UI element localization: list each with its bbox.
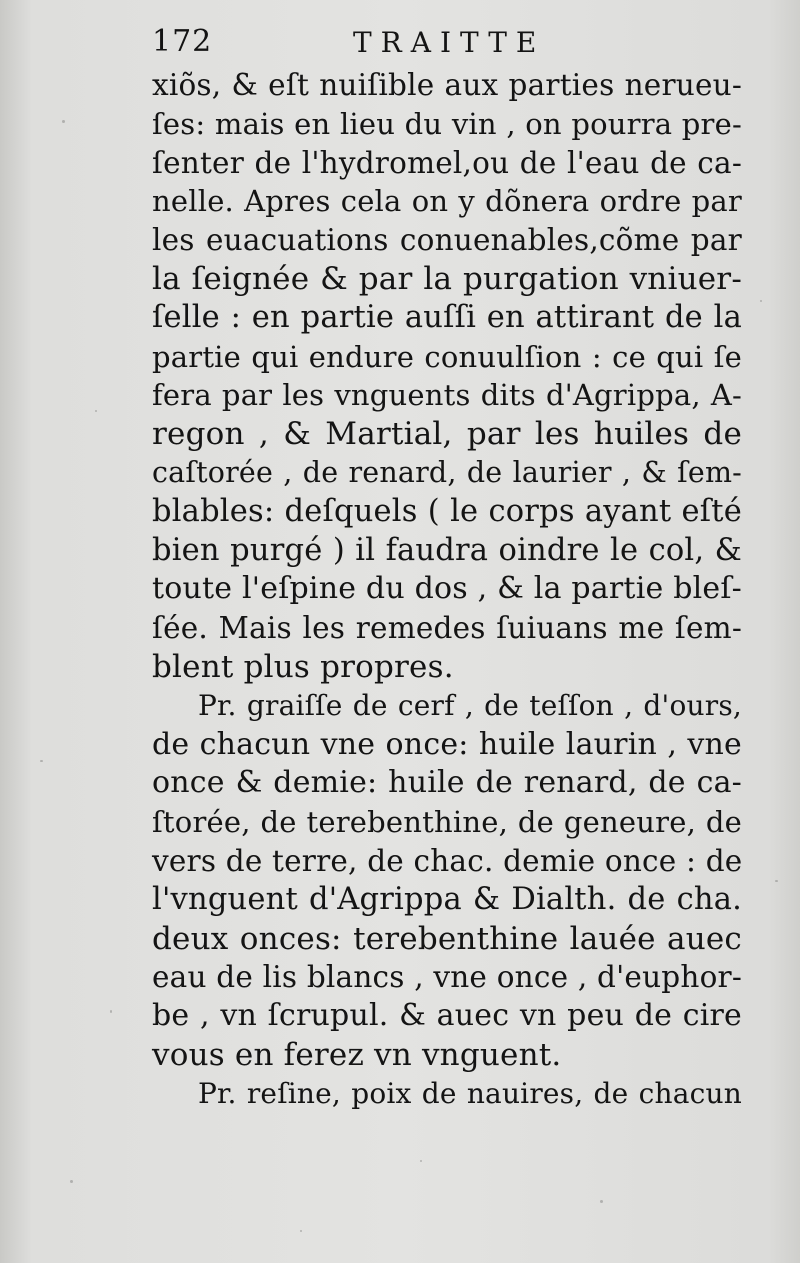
text-line: blent plus propres. (152, 648, 454, 685)
text-line: ſes: mais en lieu du vin , on pourra pre- (152, 106, 742, 141)
text-line: Pr. reſine, poix de nauires, de chacun (198, 1076, 742, 1110)
text-line: xiõs, & eſt nuiſible aux parties nerueu- (152, 68, 742, 102)
body-text (152, 66, 742, 1114)
text-line: be , vn ſcrupul. & auec vn peu de cire (152, 998, 742, 1034)
text-line: ſenter de l'hydromel,ou de l'eau de ca- (152, 145, 742, 180)
running-head: TRAITTE (353, 26, 546, 59)
text-line: regon , & Martial, par les huiles de (152, 416, 742, 453)
text-line: Pr. graiſſe de cerf , de teſſon , d'ours, (198, 688, 742, 722)
text-line: les euacuations conuenables,cõme par (152, 223, 742, 258)
text-line: de chacun vne once: huile laurin , vne (152, 726, 742, 762)
text-line: ſée. Mais les remedes ſuiuans me ſem- (152, 611, 742, 646)
text-line: bien purgé ) il faudra oindre le col, & (152, 532, 742, 568)
page-number: 172 (152, 24, 213, 59)
text-line: once & demie: huile de renard, de ca- (152, 765, 742, 801)
text-line: partie qui endure conuulſion : ce qui ſe (152, 339, 742, 374)
text-line: blables: deſquels ( le corps ayant eſté (152, 493, 742, 529)
text-line: l'vnguent d'Agrippa & Dialth. de cha. (152, 881, 742, 917)
text-line: toute l'eſpine du dos , & la partie bleſ- (152, 571, 742, 607)
page-header (148, 24, 748, 68)
text-line: nelle. Apres cela on y dõnera ordre par (152, 184, 742, 219)
text-line: vers de terre, de chac. demie once : de (152, 843, 743, 878)
text-line: la ſeignée & par la purgation vniuer- (152, 260, 742, 297)
text-line: caſtorée , de renard, de laurier , & ſem- (152, 455, 742, 489)
text-line: vous en ferez vn vnguent. (152, 1036, 562, 1073)
text-line: eau de lis blancs , vne once , d'euphor- (152, 960, 742, 995)
text-line: ſelle : en partie auſſi en attirant de la (152, 299, 742, 335)
text-line: ſtorée, de terebenthine, de geneure, de (152, 805, 742, 840)
text-line: fera par les vnguents dits d'Agrippa, A- (152, 378, 742, 413)
text-line: deux onces: terebenthine lauée auec (152, 920, 742, 957)
